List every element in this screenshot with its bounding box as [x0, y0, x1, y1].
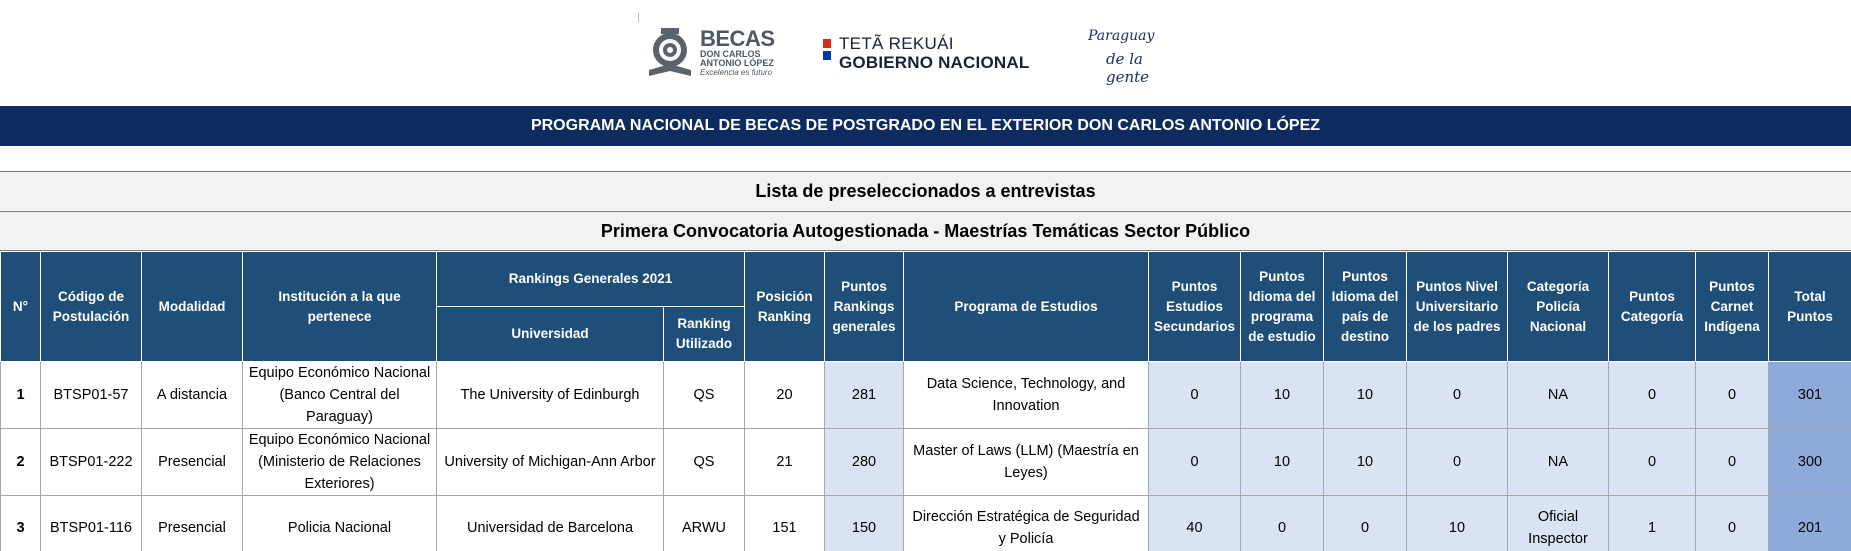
- cell-total: 201: [1769, 496, 1851, 551]
- paraguay-line2: de la gente: [1106, 50, 1150, 86]
- gobierno-line1: TETÃ REKUÁI: [839, 34, 954, 53]
- header-posicion: Posición Ranking: [745, 252, 825, 362]
- table-row: [1, 362, 1851, 429]
- cell-puntos-categoria: 0: [1609, 362, 1696, 429]
- cell-universidad: Universidad de Barcelona: [437, 496, 664, 551]
- cell-universidad: University of Michigan-Ann Arbor: [437, 429, 664, 496]
- gobierno-line2: GOBIERNO NACIONAL: [839, 53, 1030, 72]
- cell-modalidad: Presencial: [142, 496, 243, 551]
- becas-line2: ANTONIO LÓPEZ: [700, 58, 774, 68]
- cell-num: 3: [1, 496, 41, 551]
- program-banner: PROGRAMA NACIONAL DE BECAS DE POSTGRADO EN EL EXTERIOR DON CARLOS ANTONIO LÓPEZ: [0, 106, 1851, 146]
- becas-logo: [645, 26, 775, 82]
- cell-nivel-padres: 0: [1407, 362, 1508, 429]
- table-row: [1, 429, 1851, 496]
- paraguay-line1: Paraguay: [1088, 28, 1155, 44]
- header-modalidad: Modalidad: [142, 252, 243, 362]
- cell-carnet-indigena: 0: [1696, 496, 1769, 551]
- cell-carnet-indigena: 0: [1696, 429, 1769, 496]
- header-institucion: Institución a la que pertenece: [243, 252, 437, 362]
- cell-nivel-padres: 10: [1407, 496, 1508, 551]
- cell-idioma-pais: 10: [1324, 362, 1407, 429]
- results-table-wrapper: [0, 251, 1851, 551]
- cell-idioma-programa: 10: [1241, 429, 1324, 496]
- cell-puntos-categoria: 1: [1609, 496, 1696, 551]
- cell-codigo: BTSP01-222: [41, 429, 142, 496]
- cell-universidad: The University of Edinburgh: [437, 362, 664, 429]
- gobierno-logo: [820, 34, 1030, 74]
- header-rankings-group: Rankings Generales 2021: [437, 252, 745, 307]
- header-total: Total Puntos: [1769, 252, 1851, 362]
- paraguay-logo: [1088, 28, 1188, 86]
- cell-categoria-policia: NA: [1508, 362, 1609, 429]
- header-idioma-pais: Puntos Idioma del país de destino: [1324, 252, 1407, 362]
- cell-idioma-pais: 10: [1324, 429, 1407, 496]
- cell-categoria-policia: Oficial Inspector: [1508, 496, 1609, 551]
- list-title: Lista de preseleccionados a entrevistas: [0, 171, 1851, 210]
- cell-ranking-utilizado: QS: [664, 362, 745, 429]
- cell-institucion: Policia Nacional: [243, 496, 437, 551]
- cell-codigo: BTSP01-116: [41, 496, 142, 551]
- divider: [638, 13, 639, 22]
- cell-ranking-utilizado: ARWU: [664, 496, 745, 551]
- cell-num: 1: [1, 362, 41, 429]
- header-puntos-estudios: Puntos Estudios Secundarios: [1149, 252, 1241, 362]
- cell-programa: Dirección Estratégica de Seguridad y Policía: [904, 496, 1149, 551]
- cell-programa: Data Science, Technology, and Innovation: [904, 362, 1149, 429]
- cell-programa: Master of Laws (LLM) (Maestría en Leyes): [904, 429, 1149, 496]
- becas-line1: DON CARLOS: [700, 49, 761, 59]
- cell-ranking-utilizado: QS: [664, 429, 745, 496]
- cell-total: 300: [1769, 429, 1851, 496]
- cell-puntos-rankings: 150: [825, 496, 904, 551]
- cell-idioma-pais: 0: [1324, 496, 1407, 551]
- cell-total: 301: [1769, 362, 1851, 429]
- cell-puntos-categoria: 0: [1609, 429, 1696, 496]
- cell-codigo: BTSP01-57: [41, 362, 142, 429]
- logo-strip: [0, 0, 1851, 104]
- cell-puntos-estudios: 0: [1149, 429, 1241, 496]
- cell-puntos-rankings: 281: [825, 362, 904, 429]
- header-nivel-padres: Puntos Nivel Universitario de los padres: [1407, 252, 1508, 362]
- header-carnet-indigena: Puntos Carnet Indígena: [1696, 252, 1769, 362]
- header-universidad: Universidad: [437, 307, 664, 362]
- cell-modalidad: Presencial: [142, 429, 243, 496]
- header-codigo: Código de Postulación: [41, 252, 142, 362]
- header-categoria-policia: Categoría Policía Nacional: [1508, 252, 1609, 362]
- table-row: [1, 496, 1851, 551]
- cell-institucion: Equipo Económico Nacional (Banco Central del Paraguay): [243, 362, 437, 429]
- flag-icon: [823, 39, 831, 63]
- header-ranking-utilizado: Ranking Utilizado: [664, 307, 745, 362]
- cell-puntos-estudios: 0: [1149, 362, 1241, 429]
- cell-institucion: Equipo Económico Nacional (Ministerio de Relaciones Exteriores): [243, 429, 437, 496]
- results-body: [1, 362, 1851, 551]
- cell-nivel-padres: 0: [1407, 429, 1508, 496]
- header-programa: Programa de Estudios: [904, 252, 1149, 362]
- cell-puntos-estudios: 40: [1149, 496, 1241, 551]
- header-idioma-programa: Puntos Idioma del programa de estudio: [1241, 252, 1324, 362]
- locomotive-icon: [645, 26, 695, 80]
- header-puntos-rankings: Puntos Rankings generales: [825, 252, 904, 362]
- cell-idioma-programa: 10: [1241, 362, 1324, 429]
- cell-posicion: 20: [745, 362, 825, 429]
- cell-categoria-policia: NA: [1508, 429, 1609, 496]
- convocatoria-title: Primera Convocatoria Autogestionada - Maestrías Temáticas Sector Público: [0, 211, 1851, 251]
- cell-carnet-indigena: 0: [1696, 362, 1769, 429]
- becas-title: BECAS: [700, 26, 775, 51]
- becas-tagline: Excelencia es futuro: [700, 68, 773, 77]
- header-puntos-categoria: Puntos Categoría: [1609, 252, 1696, 362]
- cell-modalidad: A distancia: [142, 362, 243, 429]
- results-table: [0, 251, 1851, 551]
- cell-posicion: 151: [745, 496, 825, 551]
- cell-posicion: 21: [745, 429, 825, 496]
- header-num: N°: [1, 252, 41, 362]
- cell-num: 2: [1, 429, 41, 496]
- cell-idioma-programa: 0: [1241, 496, 1324, 551]
- cell-puntos-rankings: 280: [825, 429, 904, 496]
